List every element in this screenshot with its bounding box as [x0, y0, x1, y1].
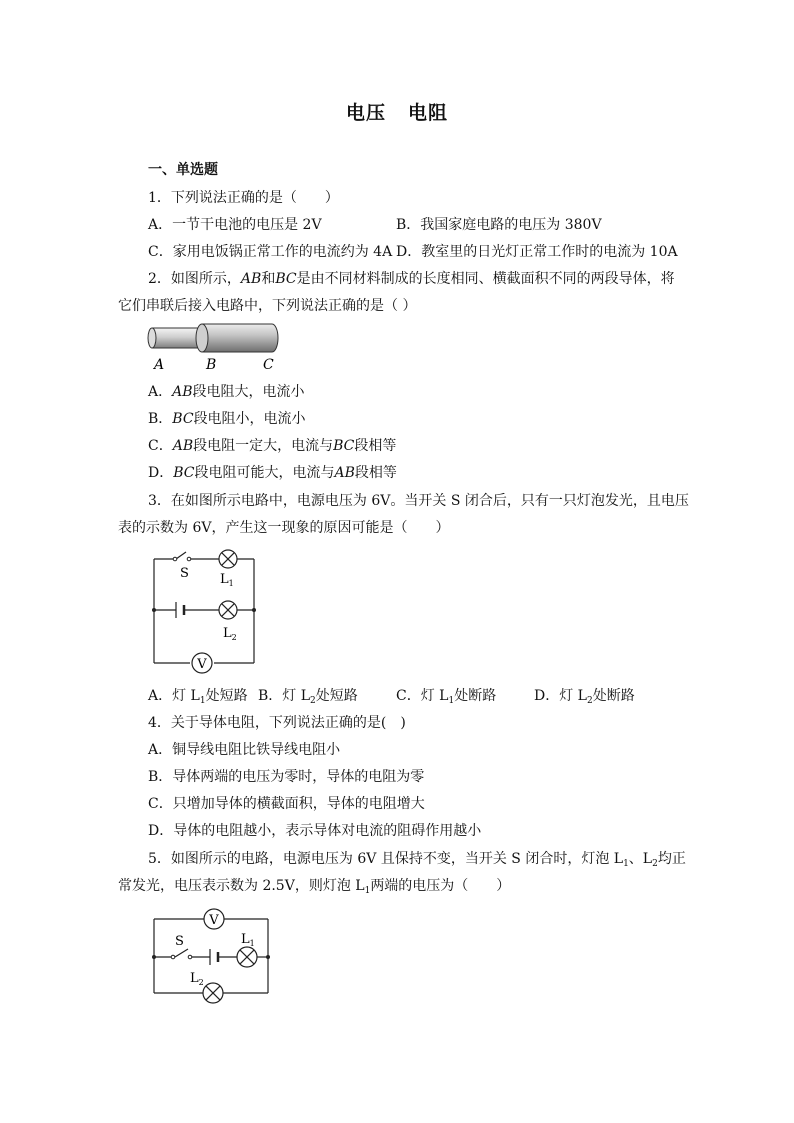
lamp-l1: [219, 550, 237, 568]
q2-text: 和: [261, 271, 276, 287]
q4-stem: 4．关于导体电阻，下列说法正确的是( ): [148, 715, 406, 731]
q2-text: A．: [148, 384, 173, 400]
q3-text: 处短路: [315, 688, 358, 704]
q5-text: 常发光，电压表示数为 2.5V，则灯泡 L: [118, 878, 365, 894]
l2-label: [190, 971, 204, 987]
lamp-subscript: 1: [249, 939, 255, 948]
subscript: 1: [448, 696, 455, 706]
lamp-letter: L: [223, 626, 232, 641]
switch-s: [175, 949, 188, 957]
lamp-subscript: 2: [198, 978, 204, 987]
voltmeter-label: V: [197, 657, 207, 672]
q3-text: B．灯 L: [258, 688, 311, 704]
label-b: B: [206, 357, 217, 373]
q3-text: A．灯 L: [148, 688, 200, 704]
subscript: 1: [364, 886, 371, 896]
switch-label: S: [180, 566, 189, 581]
label-c: C: [263, 357, 274, 373]
lamp-subscript: 2: [231, 633, 237, 642]
title-part-2: 电阻: [408, 102, 449, 124]
subscript: 1: [623, 859, 629, 869]
subscript: 2: [586, 696, 593, 706]
conductor-ab: [152, 328, 202, 348]
lamp-letter: L: [220, 572, 229, 587]
l1-label: [220, 572, 234, 588]
q5-stem-line2: [118, 876, 510, 901]
q1-stem: 1．下列说法正确的是（ ）: [148, 190, 339, 206]
q2-text: D．: [148, 465, 174, 481]
q2-text: 段电阻小，电流小: [193, 411, 306, 427]
q5-text: 5．如图所示的电路，电源电压为 6V 且保持不变，当开关 S 闭合时，灯泡 L: [148, 851, 624, 867]
q3-text: 处短路: [205, 688, 248, 704]
lamp-l2: [203, 983, 223, 1003]
conductor-diagram: [140, 318, 290, 376]
q2-text: 段相等: [354, 465, 397, 481]
voltmeter-label: V: [209, 913, 219, 928]
q2-ab: AB: [334, 465, 355, 481]
section-heading: 一、单选题: [148, 162, 218, 178]
q2-text: 是由不同材料制成的长度相同、横截面积不同的两段导体，将: [296, 271, 675, 287]
q2-option-c: [148, 436, 396, 456]
q2-text: 段电阻大，电流小: [192, 384, 305, 400]
q4-option-a: A．铜导线电阻比铁导线电阻小: [148, 742, 341, 758]
q5-text: 均正: [657, 851, 686, 867]
q2-option-a: [148, 382, 305, 402]
q3-option-c: [396, 686, 496, 711]
q5-text: 、L: [628, 851, 653, 867]
q1-option-a: A．一节干电池的电压是 2V: [148, 217, 322, 233]
q4-option-b: B．导体两端的电压为零时，导体的电阻为零: [148, 769, 425, 785]
q5-circuit-diagram: [140, 903, 280, 1005]
q3-option-b: [258, 686, 358, 711]
subscript: 2: [310, 696, 316, 706]
q3-stem-line1: 3．在如图所示电路中，电源电压为 6V。当开关 S 闭合后，只有一只灯泡发光，且电压: [148, 493, 689, 509]
lamp-letter: L: [190, 971, 199, 986]
q4-option-d: D．导体的电阻越小，表示导体对电流的阻碍作用越小: [148, 823, 482, 839]
q3-text: D．灯 L: [534, 688, 587, 704]
subscript: 1: [199, 696, 206, 706]
q2-text: 段相等: [354, 438, 397, 454]
lamp-letter: L: [241, 932, 250, 947]
q3-circuit-diagram: [140, 545, 270, 670]
l1-label: [241, 932, 255, 948]
q3-text: 处断路: [454, 688, 497, 704]
lamp-subscript: 1: [228, 579, 234, 588]
conductor-joint: [196, 324, 208, 352]
title-part-1: 电压: [345, 102, 386, 124]
switch-s: [176, 552, 186, 559]
q3-text: C．灯 L: [396, 688, 449, 704]
q2-stem-line1: [148, 269, 675, 289]
q2-bc: BC: [173, 465, 195, 481]
q2-option-d: [148, 463, 397, 483]
voltmeter: [192, 653, 212, 673]
subscript: 2: [652, 859, 658, 869]
page-title: [0, 98, 794, 125]
conductor-end: [148, 328, 156, 348]
q2-text: 段电阻可能大，电流与: [194, 465, 335, 481]
label-a: A: [154, 357, 165, 373]
q3-option-d: [534, 686, 635, 711]
q3-stem-line2: 表的示数为 6V，产生这一现象的原因可能是（ ）: [118, 520, 450, 536]
q1-option-b: B．我国家庭电路的电压为 380V: [396, 217, 602, 233]
q2-ab: AB: [172, 384, 193, 400]
q2-text: B．: [148, 411, 173, 427]
lamp-l2: [219, 601, 237, 619]
q1-option-d: D．教室里的日光灯正常工作时的电流为 10A: [396, 244, 678, 260]
q2-ab: AB: [172, 438, 194, 454]
conductor-bc: [202, 324, 278, 352]
q4-option-c: C．只增加导体的横截面积，导体的电阻增大: [148, 796, 425, 812]
q2-stem-line2: 它们串联后接入电路中，下列说法正确的是（ ）: [118, 298, 417, 314]
q2-bc: BC: [172, 411, 194, 427]
q5-stem-line1: [148, 849, 686, 874]
q2-bc: BC: [275, 271, 297, 287]
q3-option-a: [148, 686, 248, 711]
lamp-l1: [237, 947, 257, 967]
q2-option-b: [148, 409, 306, 429]
l2-label: [223, 626, 237, 642]
q5-text: 两端的电压为（ ）: [370, 878, 511, 894]
q2-ab: AB: [240, 271, 262, 287]
q2-text: C．: [148, 438, 173, 454]
q2-text: 2．如图所示，: [148, 271, 241, 287]
q2-bc: BC: [333, 438, 355, 454]
q3-text: 处断路: [592, 688, 635, 704]
voltmeter: [204, 909, 224, 929]
q1-option-c: C．家用电饭锅正常工作的电流约为 4A: [148, 244, 393, 260]
switch-label: S: [175, 934, 184, 949]
q2-text: 段电阻一定大，电流与: [193, 438, 334, 454]
